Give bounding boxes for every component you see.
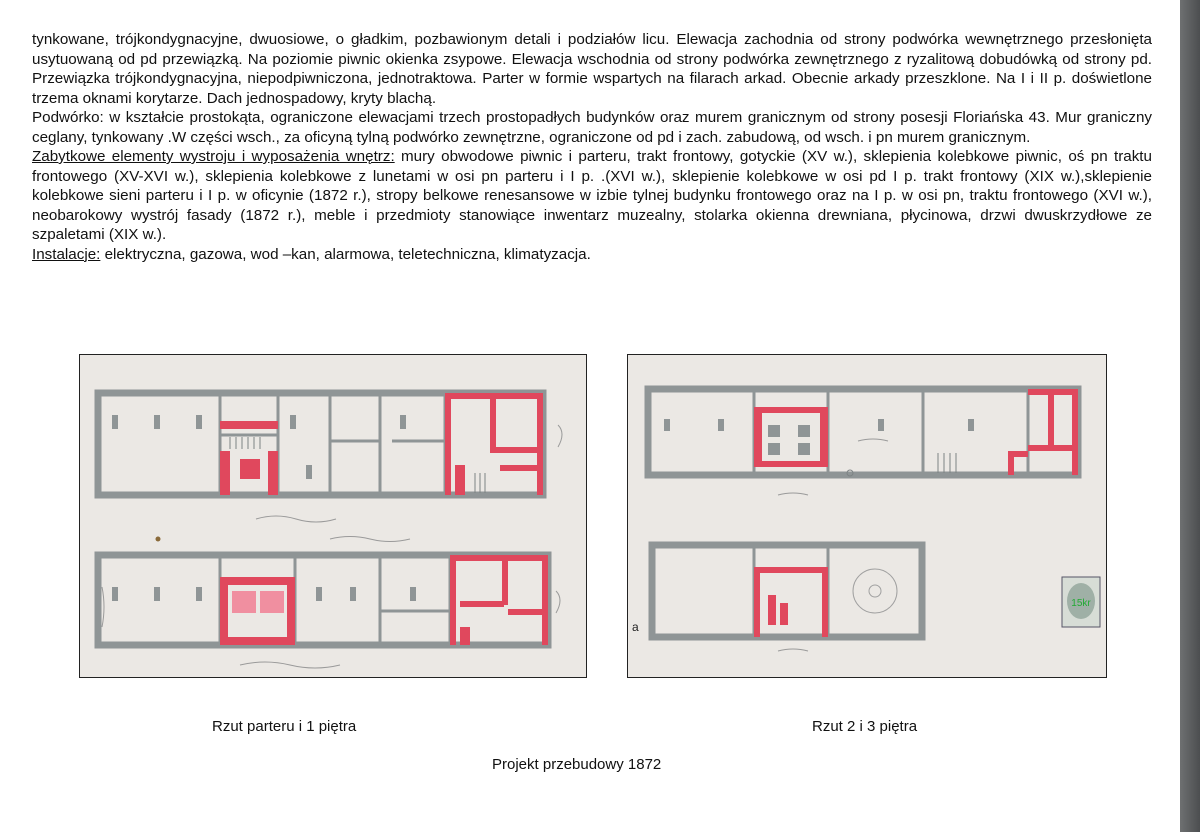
heading-heritage: Zabytkowe elementy wystroju i wyposażenia wnętrz: xyxy=(32,148,395,165)
paragraph-installations xyxy=(32,245,1152,265)
paragraph-heritage xyxy=(32,147,1152,245)
installations-text: elektryczna, gazowa, wod –kan, alarmowa, teletechniczna, klimatyzacja. xyxy=(100,245,591,263)
svg-text:15kr: 15kr xyxy=(1071,598,1091,609)
paragraph-facade: tynkowane, trójkondygnacyjne, dwuosiowe, o gładkim, pozbawionym detali i podziałów licu. Elewacja zachodnia od strony podwórka wewnętrznego przesłonięta usytuowaną od pd przewiązką. Na poziomie piwnic okienka zsypowe. Elewacja wschodnia od strony podwórka zewnętrznego z ryzalitową dobudówką od strony pd. Przewiązka trójkondygnacyjna, niepodpiwniczona, jednotraktowa. Parter w formie wspartych na filarach arkad. Obecnie arkady przeszklone. Na I i II p. doświetlone trzema oknami korytarze. Dach jednospadowy, kryty blachą. xyxy=(32,31,1152,107)
document-text xyxy=(32,30,1152,264)
caption-second-third-floor: Rzut 2 i 3 piętra xyxy=(812,718,918,735)
paragraph-courtyard: Podwórko: w kształcie prostokąta, ograniczone elewacjami trzech prostopadłych budynków oraz murem granicznym od strony posesji Floriańska 43. Mur graniczny ceglany, tynkowany .W części wsch., za oficyną tylną podwórko zewnętrzne, ograniczone od pd i zach. zabudową, od wsch. i pn murem granicznym. xyxy=(32,109,1152,146)
floor-plan-second-third xyxy=(627,354,1107,678)
caption-ground-first-floor: Rzut parteru i 1 piętra xyxy=(212,718,357,735)
heading-installations: Instalacje: xyxy=(32,245,101,263)
margin-letter: a xyxy=(632,620,639,634)
caption-project: Projekt przebudowy 1872 xyxy=(492,756,662,773)
floor-plan-ground-first xyxy=(79,354,587,678)
scanner-edge xyxy=(1180,0,1200,832)
floor-plan-drawing-1 xyxy=(80,355,586,677)
revenue-stamp-icon xyxy=(1062,577,1100,627)
floor-plan-drawing-2 xyxy=(628,355,1106,677)
heritage-text: mury obwodowe piwnic i parteru, trakt frontowy, gotyckie (XV w.), sklepienia kolebkowe piwnic, oś pn traktu frontowego (XV-XVI w.), sklepienia kolebkowe z lunetami w osi pn parteru i I p. .(XVI w.), sklepienie kolebkowe w osi pd I p. trakt frontowy (XIX w.),sklepienie kolebkowe sieni parteru i I p. w oficynie (1872 r.), stropy belkowe renesansowe w izbie tylnej budynku frontowego oraz na I p. w osi pn, traktu frontowego (XVI w.), neobarokowy wystrój fasady (1872 r.), meble i przedmioty stanowiące inwentarz muzealny, stolarka okienna drewniana, płycinowa, drzwi dwuskrzydłowe ze szpaletami (XIX w.). xyxy=(32,148,1152,243)
